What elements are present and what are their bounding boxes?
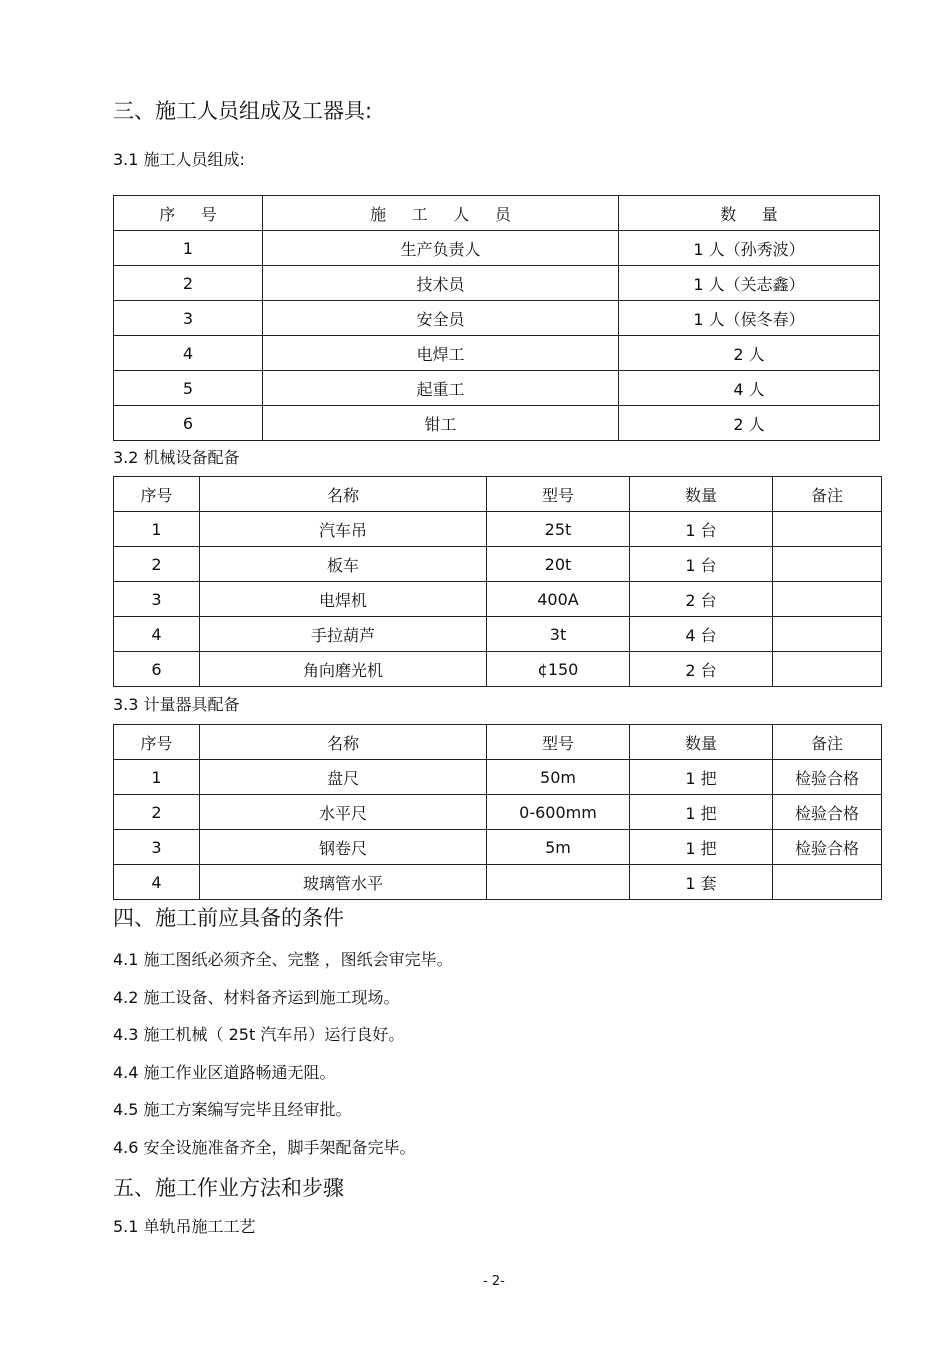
equipment-table [113,476,882,687]
table-cell: 25t [487,512,630,547]
table-cell: 电焊机 [200,582,487,617]
header-cell: 数量 [630,477,773,512]
table-cell: 3 [114,830,200,865]
table-row [114,865,882,900]
table-cell: 5m [487,830,630,865]
table-cell: 1 把 [630,830,773,865]
table-cell: 检验合格 [773,795,882,830]
table-cell: 1 人（侯冬春） [619,301,880,336]
condition-item: 4.1 施工图纸必须齐全、完整 ，图纸会审完毕。 [113,950,453,969]
table-cell: 检验合格 [773,830,882,865]
table-cell: 1 把 [630,760,773,795]
table-cell: 20t [487,547,630,582]
section-3-heading: 三、施工人员组成及工器具: [113,99,373,123]
table-cell: 钢卷尺 [200,830,487,865]
table-cell: 1 把 [630,795,773,830]
table-cell: 1 [114,231,263,266]
table-cell: 1 套 [630,865,773,900]
table-row [114,795,882,830]
table-row [114,231,880,266]
table-cell: 3t [487,617,630,652]
page-number: - 2- [483,1274,505,1289]
table-row [114,652,882,687]
table-cell [773,582,882,617]
table-cell: 1 人（关志鑫） [619,266,880,301]
table-cell: 6 [114,652,200,687]
header-cell: 备注 [773,477,882,512]
table-cell: 4 台 [630,617,773,652]
table-cell: 生产负责人 [263,231,619,266]
table-cell: 玻璃管水平 [200,865,487,900]
table-cell: 4 [114,865,200,900]
table-row [114,617,882,652]
table-cell: 50m [487,760,630,795]
table-cell: 1 台 [630,512,773,547]
condition-item: 4.3 施工机械（ 25t 汽车吊）运行良好。 [113,1025,405,1044]
table-cell: 2 台 [630,582,773,617]
table-row [114,371,880,406]
header-cell: 施工人员 [263,196,619,231]
header-cell: 型号 [487,725,630,760]
table-row [114,512,882,547]
section-4-heading: 四、施工前应具备的条件 [113,906,344,930]
table-row [114,547,882,582]
table-cell: 4 人 [619,371,880,406]
table-row [114,760,882,795]
table-header-row [114,196,880,231]
table-row [114,582,882,617]
table-cell: 2 人 [619,406,880,441]
table-cell: 技术员 [263,266,619,301]
table-header-row [114,477,882,512]
table-cell: 2 [114,266,263,301]
header-cell: 型号 [487,477,630,512]
table-cell: 2 人 [619,336,880,371]
condition-item: 4.2 施工设备、材料备齐运到施工现场。 [113,988,400,1007]
subsection-3-2-title: 3.2 机械设备配备 [113,448,240,467]
table-row [114,301,880,336]
table-cell: 4 [114,336,263,371]
table-cell: 1 [114,760,200,795]
table-cell: 3 [114,582,200,617]
table-row [114,406,880,441]
table-cell: 6 [114,406,263,441]
table-cell [773,547,882,582]
header-cell: 数量 [630,725,773,760]
table-cell: ¢150 [487,652,630,687]
subsection-5-1-title: 5.1 单轨吊施工工艺 [113,1217,256,1236]
table-cell: 钳工 [263,406,619,441]
table-cell: 起重工 [263,371,619,406]
table-cell: 手拉葫芦 [200,617,487,652]
measuring-tools-table [113,724,882,900]
table-header-row [114,725,882,760]
header-cell: 序号 [114,196,263,231]
table-row [114,830,882,865]
table-cell [773,617,882,652]
table-cell: 3 [114,301,263,336]
condition-item: 4.6 安全设施准备齐全，脚手架配备完毕。 [113,1138,416,1157]
table-cell: 400A [487,582,630,617]
table-cell [773,652,882,687]
table-row [114,336,880,371]
table-cell: 2 [114,795,200,830]
table-cell: 2 台 [630,652,773,687]
table-cell: 4 [114,617,200,652]
table-cell: 汽车吊 [200,512,487,547]
table-cell: 1 台 [630,547,773,582]
table-cell [773,512,882,547]
table-cell: 5 [114,371,263,406]
table-cell: 2 [114,547,200,582]
personnel-table [113,195,880,441]
table-cell: 水平尺 [200,795,487,830]
condition-item: 4.5 施工方案编写完毕且经审批。 [113,1100,352,1119]
header-cell: 备注 [773,725,882,760]
subsection-3-1-title: 3.1 施工人员组成: [113,150,245,169]
table-cell: 板车 [200,547,487,582]
header-cell: 序号 [114,477,200,512]
table-cell [487,865,630,900]
section-5-heading: 五、施工作业方法和步骤 [113,1176,344,1200]
table-cell: 1 [114,512,200,547]
header-cell: 名称 [200,477,487,512]
header-cell: 序号 [114,725,200,760]
table-cell: 电焊工 [263,336,619,371]
table-cell: 检验合格 [773,760,882,795]
condition-item: 4.4 施工作业区道路畅通无阻。 [113,1063,336,1082]
table-cell: 1 人（孙秀波） [619,231,880,266]
header-cell: 名称 [200,725,487,760]
header-cell: 数量 [619,196,880,231]
table-cell: 0-600mm [487,795,630,830]
table-cell: 角向磨光机 [200,652,487,687]
subsection-3-3-title: 3.3 计量器具配备 [113,695,240,714]
table-cell [773,865,882,900]
table-cell: 盘尺 [200,760,487,795]
table-row [114,266,880,301]
table-cell: 安全员 [263,301,619,336]
